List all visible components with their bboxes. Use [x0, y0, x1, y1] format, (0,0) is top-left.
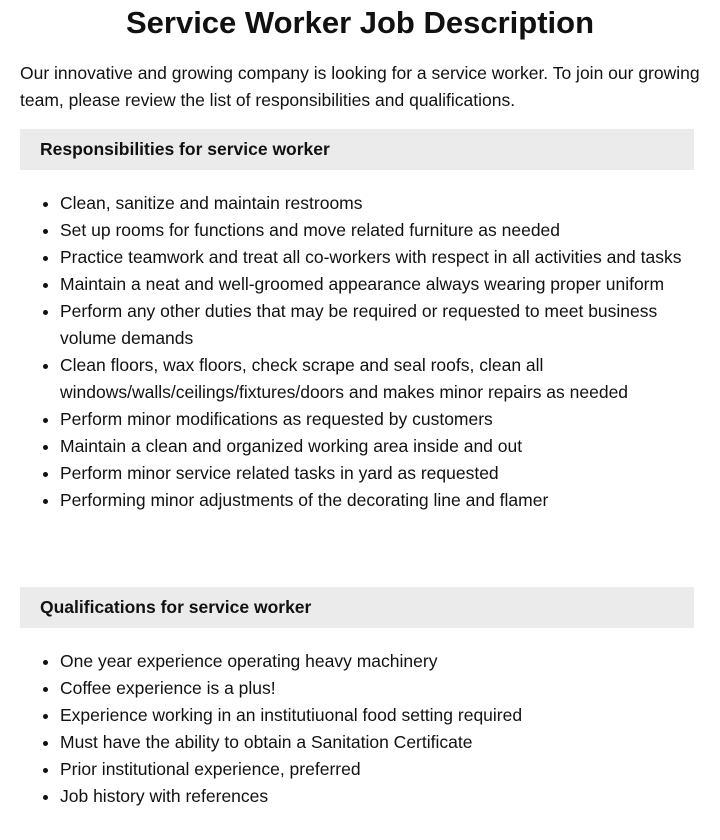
intro-paragraph: Our innovative and growing company is looking for a service worker. To join our growing team, please review the list of responsibilities and qualifications. — [20, 63, 700, 110]
list-item: Job history with references — [60, 783, 700, 810]
page-title: Service Worker Job Description — [125, 5, 595, 40]
list-item: One year experience operating heavy machinery — [60, 648, 700, 675]
list-item: Performing minor adjustments of the decorating line and flamer — [60, 487, 700, 514]
list-item: Perform minor modifications as requested by customers — [60, 406, 700, 433]
list-item: Maintain a neat and well-groomed appearance always wearing proper uniform — [60, 271, 700, 298]
responsibilities-heading: Responsibilities for service worker — [40, 139, 330, 159]
list-item: Perform minor service related tasks in yard as requested — [60, 460, 700, 487]
list-item: Clean floors, wax floors, check scrape and seal roofs, clean all windows/walls/ceilings/fixtures/doors and makes minor repairs as needed — [60, 352, 700, 406]
list-item: Experience working in an institutiuonal food setting required — [60, 702, 700, 729]
list-item: Clean, sanitize and maintain restrooms — [60, 190, 700, 217]
list-item: Coffee experience is a plus! — [60, 675, 700, 702]
qualifications-heading: Qualifications for service worker — [40, 597, 312, 617]
responsibilities-header — [20, 129, 694, 170]
list-item: Set up rooms for functions and move related furniture as needed — [60, 217, 700, 244]
list-item: Maintain a clean and organized working area inside and out — [60, 433, 700, 460]
qualifications-header — [20, 587, 694, 628]
list-item: Prior institutional experience, preferred — [60, 756, 700, 783]
list-item: Must have the ability to obtain a Sanitation Certificate — [60, 729, 700, 756]
responsibilities-list — [20, 190, 700, 514]
list-item: Practice teamwork and treat all co-workers with respect in all activities and tasks — [60, 244, 700, 271]
qualifications-list — [20, 648, 700, 810]
list-item: Perform any other duties that may be required or requested to meet business volume demands — [60, 298, 700, 352]
